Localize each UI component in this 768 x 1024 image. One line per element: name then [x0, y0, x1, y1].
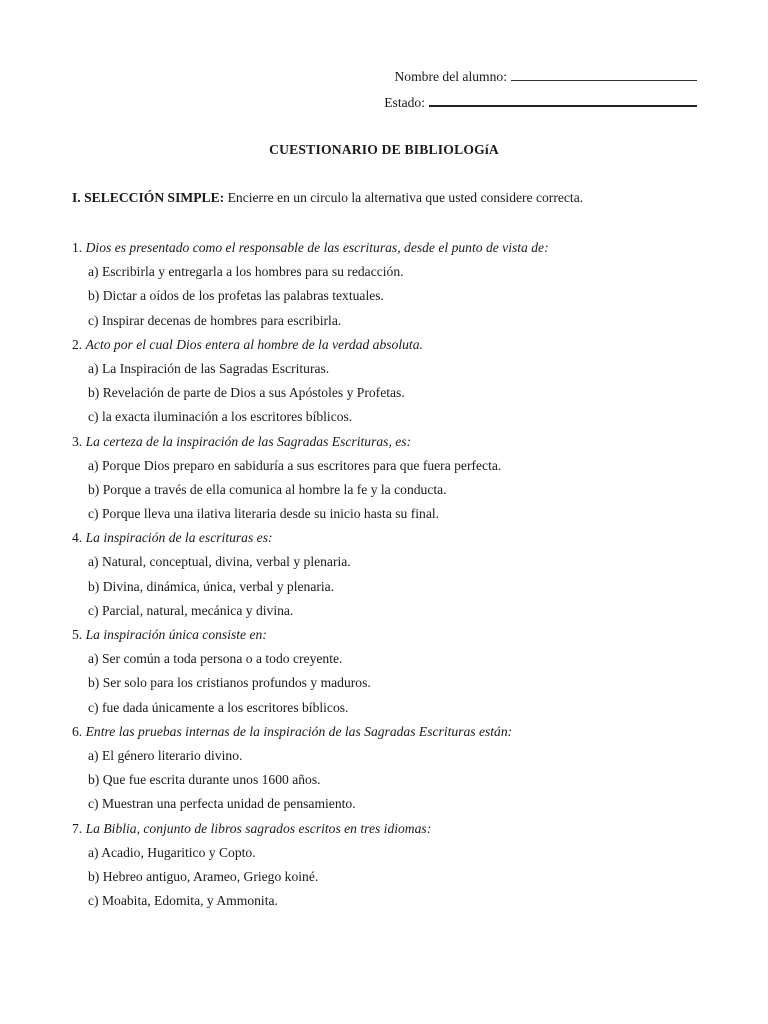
question-4	[72, 528, 708, 552]
answer-option[interactable]: c) Inspirar decenas de hombres para escribirla.	[88, 312, 342, 328]
question-2	[72, 335, 708, 359]
answer-option[interactable]: b) Divina, dinámica, única, verbal y plenaria.	[88, 578, 335, 594]
answer-option[interactable]: c) Muestran una perfecta unidad de pensamiento.	[88, 796, 356, 812]
question-text: Entre las pruebas internas de la inspiración de las Sagradas Escrituras están:	[85, 723, 513, 739]
question-number: 4.	[72, 530, 83, 546]
question-5	[72, 625, 708, 649]
question-number: 3.	[72, 433, 83, 449]
answer-option[interactable]: c) Moabita, Edomita, y Ammonita.	[88, 893, 278, 909]
answer-option[interactable]: c) la exacta iluminación a los escritores bíblicos.	[88, 409, 353, 425]
answer-option[interactable]: b) Ser solo para los cristianos profundos y maduros.	[88, 675, 371, 691]
state-row	[384, 93, 697, 111]
answer-option[interactable]: a) Porque Dios preparo en sabiduría a sus escritores para que fuera perfecta.	[88, 457, 502, 473]
answer-option[interactable]: b) Dictar a oídos de los profetas las palabras textuales.	[88, 288, 384, 304]
answer-option[interactable]: a) La Inspiración de las Sagradas Escrituras.	[88, 360, 330, 376]
instruction	[72, 190, 583, 206]
question-3	[72, 432, 708, 456]
question-1	[72, 238, 708, 262]
question-number: 5.	[72, 627, 83, 642]
answer-option[interactable]: b) Hebreo antiguo, Arameo, Griego koiné.	[88, 868, 319, 884]
question-list	[72, 238, 708, 915]
answer-option[interactable]: a) Escribirla y entregarla a los hombres para su redacción.	[88, 264, 404, 280]
question-text: La certeza de la inspiración de las Sagradas Escrituras, es:	[85, 433, 412, 449]
question-number: 6.	[72, 723, 83, 739]
student-name-row	[394, 68, 697, 85]
question-number: 7.	[72, 820, 83, 836]
question-text: La inspiración única consiste en:	[85, 627, 267, 642]
answer-option[interactable]: c) Parcial, natural, mecánica y divina.	[88, 602, 294, 618]
answer-option[interactable]: c) fue dada únicamente a los escritores bíblicos.	[88, 699, 349, 715]
answer-option[interactable]: b) Porque a través de ella comunica al hombre la fe y la conducta.	[88, 481, 447, 497]
answer-option[interactable]: b) Revelación de parte de Dios a sus Apóstoles y Profetas.	[88, 385, 405, 401]
state-blank[interactable]	[429, 93, 697, 107]
instruction-text: Encierre en un circulo la alternativa que usted considere correcta.	[224, 190, 584, 205]
question-text: La inspiración de la escrituras es:	[85, 530, 273, 546]
page-title: CUESTIONARIO DE BIBLIOLOGíA	[269, 142, 499, 157]
answer-option[interactable]: c) Porque lleva una ilativa literaria desde su inicio hasta su final.	[88, 506, 440, 522]
student-name-blank[interactable]	[511, 68, 697, 81]
question-number: 1.	[72, 240, 83, 255]
instruction-heading: I. SELECCIÓN SIMPLE:	[72, 190, 225, 205]
state-label: Estado:	[384, 95, 425, 110]
answer-option[interactable]: a) Natural, conceptual, divina, verbal y plenaria.	[88, 554, 351, 570]
question-number: 2.	[72, 336, 83, 352]
question-7	[72, 819, 708, 843]
question-6	[72, 722, 708, 746]
question-text: Dios es presentado como el responsable de las escrituras, desde el punto de vista de:	[85, 240, 549, 255]
question-text: Acto por el cual Dios entera al hombre de la verdad absoluta.	[85, 336, 423, 352]
answer-option[interactable]: a) Ser común a toda persona o a todo creyente.	[88, 651, 343, 667]
question-text: La Biblia, conjunto de libros sagrados escritos en tres idiomas:	[85, 820, 432, 836]
answer-option[interactable]: a) El género literario divino.	[88, 747, 243, 763]
answer-option[interactable]: b) Que fue escrita durante unos 1600 años.	[88, 772, 321, 788]
student-name-label: Nombre del alumno:	[394, 69, 507, 84]
answer-option[interactable]: a) Acadio, Hugaritico y Copto.	[88, 844, 256, 860]
